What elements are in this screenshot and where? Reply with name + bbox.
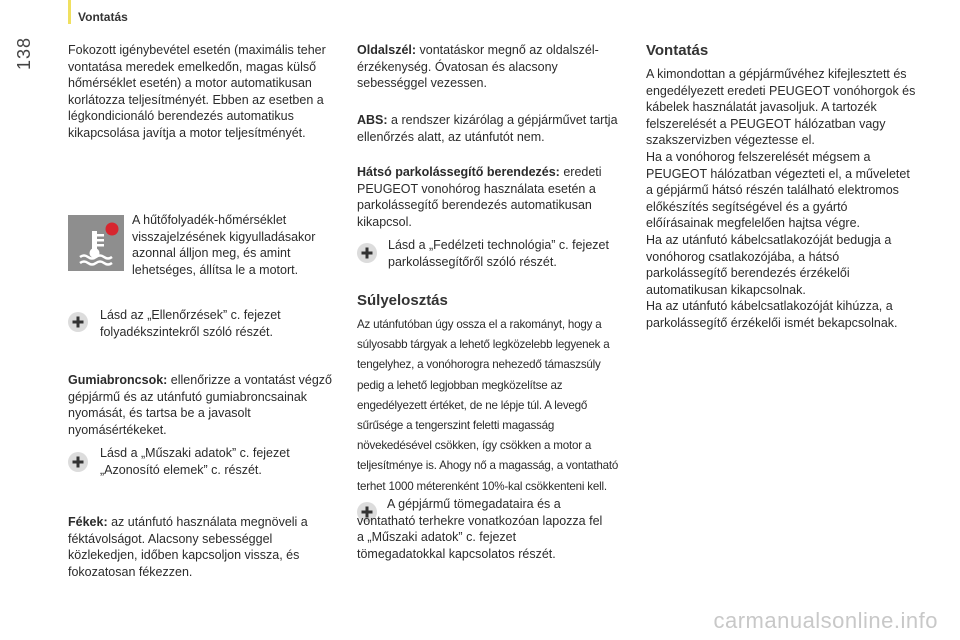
weight-distribution-title: Súlyelosztás [357, 292, 448, 309]
ref-weights-text: A gépjármű tömegadataira és a vontatható terhekre vonatkozóan lapozza fel a „Műszaki adatok” c. fejezet tömegadatokkal kapcsolatos részét. [357, 497, 603, 561]
sidewind-label: Oldalszél: [357, 43, 417, 57]
brakes-label: Fékek: [68, 515, 108, 529]
plus-circle-icon [357, 243, 377, 263]
coolant-icon-graphic [68, 215, 124, 271]
ref-tech-text: Lásd a „Műszaki adatok” c. fejezet „Azonosító elemek” c. részét. [100, 446, 290, 477]
page-number: 138 [14, 36, 34, 70]
tyres-label: Gumiabroncsok: [68, 373, 168, 387]
watermark: carmanualsonline.info [713, 608, 938, 633]
coolant-temperature-warning-icon [68, 215, 124, 271]
section-title: Vontatás [78, 10, 128, 24]
abs-label: ABS: [357, 113, 388, 127]
ref-checks-text: Lásd az „Ellenőrzések” c. fejezet folyadékszintekről szóló részét. [100, 308, 281, 339]
coolant-paragraph: A hűtőfolyadék-hőmérséklet visszajelzésének kigyulladásakor azonnal álljon meg, és amint lehetséges, állítsa le a motort. [132, 213, 316, 277]
parking-label: Hátsó parkolássegítő berendezés: [357, 165, 560, 179]
abs-paragraph [357, 112, 625, 145]
parking-paragraph [357, 164, 625, 230]
parking-text: eredeti PEUGEOT vonohórog használata esetén a parkolássegítő berendezés automatikusan kikapcsol. [357, 165, 602, 229]
weight-distribution-paragraph: Az utánfutóban úgy ossza el a rakományt, hogy a súlyosabb tárgyak a lehető legközelebb legyenek a tengelyhez, a vonóhorogra nehezedő támaszsúly pedig a lehető legjobban megközelítse az engedélyezett értéket, de ne lépje túl. A levegő sűrűsége a tengerszint feletti magasság növekedésével csökken, így csökken a motor a teljesítménye is. Ahogy nő a magasság, a vontatható terhet 1000 méterenként 10%-kal csökkenteni kell. [357, 318, 619, 493]
ref-onboard-text: Lásd a „Fedélzeti technológia” c. fejezet parkolássegítőről szóló részét. [388, 238, 609, 269]
tyres-text: ellenőrizze a vontatást végző gépjármű és az utánfutó gumiabroncsainak nyomását, és tartsa be a javasolt nyomásértékeket. [68, 373, 333, 437]
section-marker [68, 0, 71, 24]
towing-paragraph: A kimondottan a gépjárművéhez kifejlesztett és engedélyezett eredeti PEUGEOT vonóhorgok és kábelek használatát javasoljuk. A tartozék felszerelését a PEUGEOT hálózatban vagy szakszervizben végeztesse el. Ha a vonóhorog felszerelését mégsem a PEUGEOT hálózatban végezteti el, a műveletet a gépjármű hátsó részén található elektromos előkészítés segítségével és a gyártó előírásainak megfelelően hajtsa végre. Ha az utánfutó kábelcsatlakozóját bedugja a vonóhorog csatlakozójába, a hátsó parkolássegítő berendezés érzékelői automatikusan kikapcsolnak. Ha az utánfutó kábelcsatlakozóját kihúzza, a parkolássegítő érzékelői ismét bekapcsolnak. [646, 67, 916, 330]
sidewind-text: vontatáskor megnő az oldalszél-érzékenység. Óvatosan és alacsony sebességgel vezessen. [357, 43, 599, 91]
tyres-paragraph [68, 372, 340, 438]
plus-circle-icon [68, 452, 88, 472]
abs-text: a rendszer kizárólag a gépjárművet tartja ellenőrzés alatt, az utánfutót nem. [357, 113, 618, 144]
brakes-text: az utánfutó használata megnöveli a féktávolságot. Alacsony sebességgel közlekedjen, időben kapcsoljon vissza, és fokozatosan fékezzen. [68, 515, 308, 579]
overheat-paragraph: Fokozott igénybevétel esetén (maximális teher vontatása meredek emelkedőn, magas külső hőmérséklet esetén) a motor automatikusan korlátozza teljesítményét. Ebben az esetben a légkondicionáló berendezés automatikus kikapcsolása javítja a motor teljesítményét. [68, 43, 326, 140]
brakes-paragraph [68, 514, 340, 580]
plus-circle-icon [68, 312, 88, 332]
towing-title: Vontatás [646, 42, 709, 59]
sidewind-paragraph [357, 42, 625, 92]
